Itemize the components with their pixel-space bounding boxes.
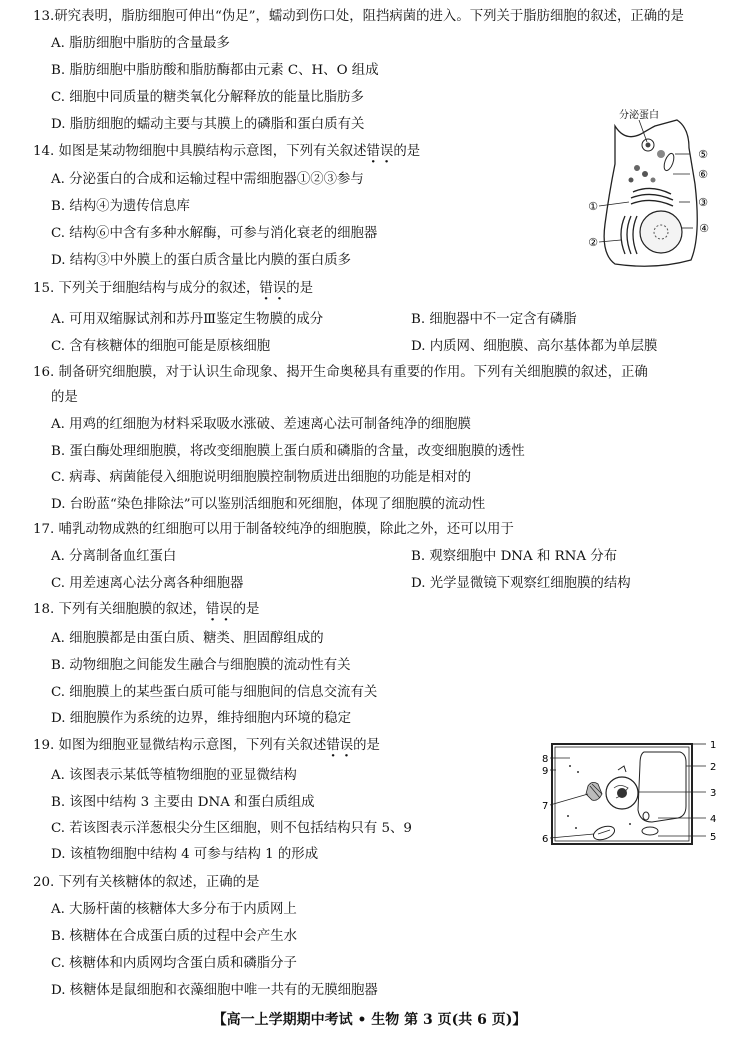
q19-option-b: B. 该图中结构 3 主要由 DNA 和蛋白质组成 xyxy=(51,795,315,810)
mitochondrion xyxy=(592,824,617,843)
mitochondrion-crista xyxy=(598,830,610,834)
q14-figure-title: 分泌蛋白 xyxy=(619,110,659,121)
q14-option-c: C. 结构⑥中含有多种水解酶，可参与消化衰老的细胞器 xyxy=(51,226,378,241)
ribosome xyxy=(629,823,631,825)
vesicle xyxy=(629,178,634,183)
label-1: 1 xyxy=(710,740,717,751)
label-2: 2 xyxy=(710,762,717,773)
q16-option-c: C. 病毒、病菌能侵入细胞说明细胞膜控制物质进出细胞的功能是相对的 xyxy=(51,470,471,485)
q18-option-a: A. 细胞膜都是由蛋白质、糖类、胆固醇组成的 xyxy=(51,631,324,646)
emphasis-char: 错 xyxy=(205,602,220,617)
q14-animal-cell-figure xyxy=(585,104,715,276)
label-6: 6 xyxy=(542,834,549,845)
q19-option-a: A. 该图表示某低等植物细胞的亚显微结构 xyxy=(51,768,297,783)
q16-option-d: D. 台盼蓝“染色排除法”可以鉴别活细胞和死细胞，体现了细胞膜的流动性 xyxy=(51,497,486,512)
leader-line xyxy=(550,794,588,805)
ribosome xyxy=(577,771,579,773)
label-3: 3 xyxy=(710,788,717,799)
q14-option-b: B. 结构④为遗传信息库 xyxy=(51,199,190,214)
vacuole xyxy=(638,752,686,822)
q17-option-c: C. 用差速离心法分离各种细胞器 xyxy=(51,576,244,591)
q17-stem: 17. 哺乳动物成熟的红细胞可以用于制备较纯净的细胞膜，除此之外，还可以用于 xyxy=(33,522,514,537)
q18-option-d: D. 细胞膜作为系统的边界，维持细胞内环境的稳定 xyxy=(51,711,351,726)
q13-option-a: A. 脂肪细胞中脂肪的含量最多 xyxy=(51,36,230,51)
rough-er xyxy=(627,216,631,254)
q16-option-a: A. 用鸡的红细胞为材料采取吸水涨破、差速离心法可制备纯净的细胞膜 xyxy=(51,417,471,432)
q17-option-a: A. 分离制备血红蛋白 xyxy=(51,549,177,564)
emphasis-char: 错 xyxy=(366,144,380,159)
rough-er xyxy=(633,216,637,254)
q18-stem: 18. 下列有关细胞膜的叙述，错误的是 xyxy=(33,602,260,617)
label-5: 5 xyxy=(710,832,717,843)
emphasis-char: 误 xyxy=(272,281,287,296)
golgi-cisterna xyxy=(631,200,673,206)
emphasis-char: 误 xyxy=(339,738,354,753)
label-7: 7 xyxy=(542,801,549,812)
q20-option-d: D. 核糖体是鼠细胞和衣藻细胞中唯一共有的无膜细胞器 xyxy=(51,983,378,998)
q15-option-c: C. 含有核糖体的细胞可能是原核细胞 xyxy=(51,339,271,354)
centrosome xyxy=(618,766,626,772)
vesicle xyxy=(643,812,649,820)
page-footer: 【高一上学期期中考试 • 生物 第 3 页(共 6 页)】 xyxy=(212,1012,527,1028)
ribosome xyxy=(567,815,569,817)
ribosome xyxy=(569,765,571,767)
q19-option-d: D. 该植物细胞中结构 4 可参与结构 1 的形成 xyxy=(51,847,319,862)
emphasis-char: 误 xyxy=(219,602,233,617)
q16-stem-line2: 的是 xyxy=(51,390,78,405)
golgi-cisterna xyxy=(633,188,671,194)
q19-stem: 19. 如图为细胞亚显微结构示意图，下列有关叙述错误的是 xyxy=(33,738,380,753)
label-4: 4 xyxy=(710,814,717,825)
q20-option-b: B. 核糖体在合成蛋白质的过程中会产生水 xyxy=(51,929,297,944)
q15-stem: 15. 下列关于细胞结构与成分的叙述，错误的是 xyxy=(33,281,313,296)
q18-option-c: C. 细胞膜上的某些蛋白质可能与细胞间的信息交流有关 xyxy=(51,685,378,700)
lysosome xyxy=(657,150,665,158)
golgi-cisterna xyxy=(631,194,673,200)
emphasis-char: 错 xyxy=(259,281,273,296)
vesicle-core xyxy=(646,143,651,148)
q20-stem: 20. 下列有关核糖体的叙述，正确的是 xyxy=(33,875,260,890)
nucleus xyxy=(640,211,682,253)
label-2: ② xyxy=(588,236,598,249)
q16-option-b: B. 蛋白酶处理细胞膜，将改变细胞膜上蛋白质和磷脂的含量，改变细胞膜的透性 xyxy=(51,444,525,459)
q13-option-c: C. 细胞中同质量的糖类氧化分解释放的能量比脂肪多 xyxy=(51,90,364,105)
q15-option-b: B. 细胞器中不一定含有磷脂 xyxy=(411,312,577,327)
chloroplast xyxy=(642,827,658,835)
emphasis-char: 错 xyxy=(326,738,340,753)
q19-plant-cell-figure xyxy=(540,736,720,852)
q14-option-a: A. 分泌蛋白的合成和运输过程中需细胞器①②③参与 xyxy=(51,172,364,187)
q16-stem-line1: 16. 制备研究细胞膜，对于认识生命现象、揭开生命奥秘具有重要的作用。下列有关细胞膜的叙述，正确 xyxy=(33,365,648,380)
q20-option-c: C. 核糖体和内质网均含蛋白质和磷脂分子 xyxy=(51,956,297,971)
emphasis-char: 误 xyxy=(379,144,394,159)
q13-stem: 13.研究表明，脂肪细胞可伸出“伪足”，蠕动到伤口处，阻挡病菌的进入。下列关于脂肪细胞的叙述，正确的是 xyxy=(33,9,684,24)
vesicle xyxy=(634,165,640,171)
label-5: ⑤ xyxy=(698,148,708,161)
q19-option-c: C. 若该图表示洋葱根尖分生区细胞，则不包括结构只有 5、9 xyxy=(51,821,412,836)
label-3: ③ xyxy=(698,196,708,209)
q17-option-b: B. 观察细胞中 DNA 和 RNA 分布 xyxy=(411,549,618,564)
vesicle xyxy=(642,171,648,177)
q14-option-d: D. 结构③中外膜上的蛋白质含量比内膜的蛋白质多 xyxy=(51,253,351,268)
q20-option-a: A. 大肠杆菌的核糖体大多分布于内质网上 xyxy=(51,902,297,917)
label-9: 9 xyxy=(542,766,549,777)
ribosome xyxy=(575,827,577,829)
label-1: ① xyxy=(588,200,598,213)
q18-option-b: B. 动物细胞之间能发生融合与细胞膜的流动性有关 xyxy=(51,658,351,673)
q14-stem: 14. 如图是某动物细胞中具膜结构示意图，下列有关叙述错误的是 xyxy=(33,144,421,159)
leader-line xyxy=(599,240,621,242)
q17-option-d: D. 光学显微镜下观察红细胞膜的结构 xyxy=(411,576,631,591)
rough-er xyxy=(621,216,625,254)
q15-option-a: A. 可用双缩脲试剂和苏丹Ⅲ鉴定生物膜的成分 xyxy=(51,312,324,327)
vesicle xyxy=(651,178,656,183)
leader-line xyxy=(599,202,629,206)
q13-option-b: B. 脂肪细胞中脂肪酸和脂肪酶都由元素 C、H、O 组成 xyxy=(51,63,379,78)
label-8: 8 xyxy=(542,754,549,765)
label-4: ④ xyxy=(699,222,709,235)
label-6: ⑥ xyxy=(698,168,708,181)
leader-line xyxy=(550,834,594,838)
q15-option-d: D. 内质网、细胞膜、高尔基体都为单层膜 xyxy=(411,339,658,354)
q13-option-d: D. 脂肪细胞的蠕动主要与其膜上的磷脂和蛋白质有关 xyxy=(51,117,365,132)
